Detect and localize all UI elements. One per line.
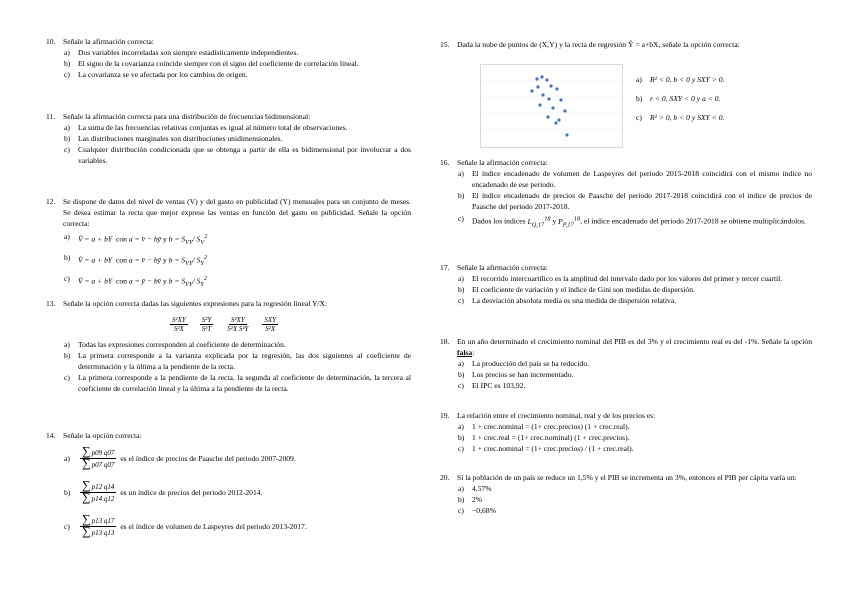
question-17: 17. Señale la afirmación correcta: a) El recorrido intercuartílico es la amplitud del intervalo dado por los valores del primer y tercer cuartil. b) El coeficiente de variación y el índice de Gini son medidas de dispersión. c) La desviación absoluta media es una medida de dispersión relativa. (440, 262, 812, 306)
index-fraction: $\frac{\sum p12 q14}{\sum p14 q12}$ (82, 477, 115, 504)
scatter-plot (480, 64, 623, 148)
option-c[interactable]: c) −0,68% (458, 506, 496, 515)
option-b[interactable]: b) 2% (458, 495, 483, 504)
option-b[interactable]: b) 1 + crec.real = (1+ crec.nominal) (1 + crec.precios). (458, 433, 630, 442)
option-c[interactable]: c) La primera corresponde a la pendiente de la recta, la segunda al coeficiente de determinación, la tercera al coeficiente de correlación lineal y la última a la pendiente de la recta. (64, 373, 411, 393)
expression-3: $\frac{\text{S²XY}}{\text{S²X S²Y}}$ (227, 315, 249, 333)
scatter-point (545, 78, 548, 81)
option-a[interactable]: a) $\frac{\sum p09 q07}{\sum p07 q07}$ es el índice de precios de Paasche del periodo 2007-2009. (64, 443, 296, 470)
option-c[interactable]: c) Cualquier distribución condicionada que se obtenga a partir de ella es bidimensional por involucrar a dos variables. (64, 145, 411, 165)
option-b[interactable]: b) $\frac{\sum p12 q14}{\sum p14 q12}$ es un índice de precios del periodo 2012-2014. (64, 477, 263, 504)
scatter-point (535, 77, 538, 80)
question-18: 18. En un año determinado el crecimiento nominal del PIB es del 3% y el crecimiento real es del -1%. Señale la opción falsa: a) La producción del país se ha reducido. b) Los precios se han incrementado. c) El IPC es 103,92. (440, 337, 812, 390)
scatter-point (563, 109, 566, 112)
scatter-point (530, 89, 533, 92)
scatter-point (557, 118, 560, 121)
question-12: 12. Se dispone de datos del nivel de ventas (V) y del gasto en publicidad (Y) mensuales para un conjunto de meses. Se desea estimar la recta que mejor exprese las ventas en función del gasto en publicidad. Señale la opción correcta: a) V̂ = a + bY con a = v̄ − bȳ y $b = S_{VY}/$ $S_V^2$ b) V̂ = a + bY con a = v̄ − bȳ y $b = S_{VY}/$ $S_Y^2$ c) V̂ = a + bY con a = ȳ − bv̄ y $b = S_{VY}/$ $S_Y^2$ (46, 196, 411, 292)
scatter-point (541, 93, 544, 96)
question-15: 15. Dada la nube de puntos de (X,Y) y la recta de regresión Ŷ = a+bX, señale la opción correcta: (440, 40, 740, 49)
question-19: 19. La relación entre el crecimiento nominal, real y de los precios es: a) 1 + crec.nominal = (1+ crec.precios) (1 + crec.real). b) 1 + crec.real = (1+ crec.nominal) (1 + crec.precios). c) 1 + crec.nominal = (1+ crec.precios) / (1 + crec.real). (440, 410, 812, 454)
question-16: 16. Señale la afirmación correcta: a) El índice encadenado de volumen de Laspeyres del periodo 2015-2018 coincidirá con el mismo índice no encadenado de ese periodo. b) El índice encadenado de precios de Paasche del periodo 2017-2018 coincidirá con el índice de precios de Paasche del periodo 2017-2018. c) Dados los índices $L_{Q,17}^{18}$ y $P_{P,17}^{18}$, el índice encadenado del periodo 2017-2018 se obtiene multiplicándolos. (440, 157, 812, 231)
option-b[interactable]: b) El coeficiente de variación y el índice de Gini son medidas de dispersión. (458, 285, 695, 294)
question-15-options (636, 70, 724, 127)
scatter-point (536, 85, 539, 88)
option-a[interactable]: a) La producción del país se ha reducido. (458, 359, 590, 368)
scatter-point (551, 106, 554, 109)
scatter-point (554, 121, 557, 124)
option-a[interactable]: a) Todas las expresiones corresponden al coeficiente de determinación. (64, 340, 286, 349)
option-c[interactable]: c) La desviación absoluta media es una medida de dispersión relativa. (458, 296, 677, 305)
option-a[interactable]: a) La suma de las frecuencias relativas conjuntas es igual al número total de observaciones. (64, 123, 348, 132)
expression-row (46, 309, 411, 339)
expression-1: $\frac{\text{S²XY}}{\text{S²X}}$ (172, 315, 186, 333)
scatter-point (538, 103, 541, 106)
scatter-point (540, 75, 543, 78)
scatter-point (559, 98, 562, 101)
option-b[interactable]: b) La primera corresponde a la varianza explicada por la regresión, las dos siguientes al coeficiente de determinación y la última a la pendiente de la recta. (64, 351, 411, 371)
expression-2: $\frac{\text{S²Y}}{\text{S²T}}$ (201, 315, 212, 333)
option-c[interactable]: c) V̂ = a + bY con a = ȳ − bv̄ y $b = S_{VY}/$ $S_Y^2$ (64, 274, 208, 289)
option-b[interactable]: b) Las distribuciones marginales son distribuciones unidimensionales. (64, 134, 283, 143)
option-b[interactable]: b) El índice encadenado de precios de Paasche del periodo 2017-2018 coincidirá con el índice de precios de Paasche del periodo 2017-2018. (458, 191, 812, 211)
scatter-svg (481, 65, 622, 147)
question-11: 11. Señale la afirmación correcta para una distribución de frecuencias bidimensional: a) La suma de las frecuencias relativas conjuntas es igual al número total de observaciones. b) Las distribuciones marginales son distribuciones unidimensionales. c) Cualquier distribución condicionada que se obtenga a partir de ella es bidimensional por involucrar a dos variables. (46, 112, 411, 165)
scatter-point (555, 87, 558, 90)
index-fraction: $\frac{\sum p13 q17}{\sum p13 q13}$ (82, 511, 115, 538)
option-b[interactable]: b) El signo de la covarianza coincide siempre con el signo del coeficiente de correlación lineal. (64, 59, 359, 68)
question-13: 13. Señale la opción correcta dadas las siguientes expresiones para la regresión lineal Y/X: $\frac{\text{S²XY}}{\text{S²X}}$ $\frac{\text{S²Y}}{\text{S²T}}$ $\frac{\text{S²XY}}{\text{S²X S²Y}}$ $\frac{\text{SXY}}{\text{S²X}}$ a) Todas las expresiones corresponden al coeficiente de determinación. b) La primera corresponde a la varianza explicada por la regresión, las dos siguientes al coeficiente de determinación y la última a la pendiente de la recta. c) La primera corresponde a la pendiente de la recta, la segunda al coeficiente de determinación, la tercera al coeficiente de correlación lineal y la última a la pendiente de la recta. (46, 299, 411, 393)
option-b[interactable]: b) Los precios se han incrementado. (458, 370, 574, 379)
option-c[interactable]: c) Dados los índices $L_{Q,17}^{18}$ y $P_{P,17}^{18}$, el índice encadenado del periodo 2017-2018 se obtiene multiplicándolos. (458, 214, 806, 229)
option-c[interactable]: c) La covarianza se ve afectada por los cambios de origen. (64, 70, 248, 79)
scatter-point (565, 133, 568, 136)
question-text: Señale la afirmación correcta: (63, 37, 154, 46)
option-a[interactable]: a) 1 + crec.nominal = (1+ crec.precios) (1 + crec.real). (458, 422, 630, 431)
expression-4: $\frac{\text{SXY}}{\text{S²X}}$ (264, 315, 277, 333)
option-c[interactable]: c) 1 + crec.nominal = (1+ crec.precios) / (1 + crec.real). (458, 444, 634, 453)
scatter-point (546, 115, 549, 118)
index-fraction: $\frac{\sum p09 q07}{\sum p07 q07}$ (82, 443, 115, 470)
option-a[interactable]: a) V̂ = a + bY con a = v̄ − bȳ y $b = S_{VY}/$ $S_V^2$ (64, 232, 208, 247)
question-14: 14. Señale la opción correcta: a) $\frac{\sum p09 q07}{\sum p07 q07}$ es el índice de precios de Paasche del periodo 2007-2009. b) $\frac{\sum p12 q14}{\sum p14 q12}$ es un índice de precios del periodo 2012-2014. c) $\frac{\sum p13 q17}{\sum p13 q13}$ es el índice de volumen de Laspeyres del periodo 2013-2017. (46, 430, 411, 543)
question-20: 20. Si la población de un país se reduce un 1,5% y el PIB se incrementa un 3%, entonces el PIB per cápita varía un: a) 4,57% b) 2% c) −0,68% (440, 472, 812, 516)
option-a[interactable]: a) El recorrido intercuartílico es la amplitud del intervalo dado por los valores del primer y tercer cuartil. (458, 274, 783, 283)
option-b[interactable]: b) V̂ = a + bY con a = v̄ − bȳ y $b = S_{VY}/$ $S_Y^2$ (64, 253, 208, 268)
question-10 (46, 36, 411, 80)
option-a[interactable]: a) R² < 0, b < 0 y SXY > 0. (636, 75, 725, 84)
option-c[interactable]: c) R² > 0, b < 0 y SXY < 0. (636, 113, 725, 122)
scatter-point (549, 84, 552, 87)
option-c[interactable]: c) $\frac{\sum p13 q17}{\sum p13 q13}$ es el índice de volumen de Laspeyres del periodo 2013-2017. (64, 511, 307, 538)
option-b[interactable]: b) r < 0, SXY < 0 y a < 0. (636, 94, 721, 103)
option-a[interactable]: a) 4,57% (458, 484, 492, 493)
question-number: 10. (46, 37, 56, 46)
option-c[interactable]: c) El IPC es 103,92. (458, 381, 526, 390)
scatter-point (547, 97, 550, 100)
option-a[interactable]: a) El índice encadenado de volumen de Laspeyres del periodo 2015-2018 coincidirá con el mismo índice no encadenado de ese periodo. (458, 169, 812, 189)
option-a[interactable]: a) Dos variables incorreladas son siempre estadísticamente independientes. (64, 48, 299, 57)
